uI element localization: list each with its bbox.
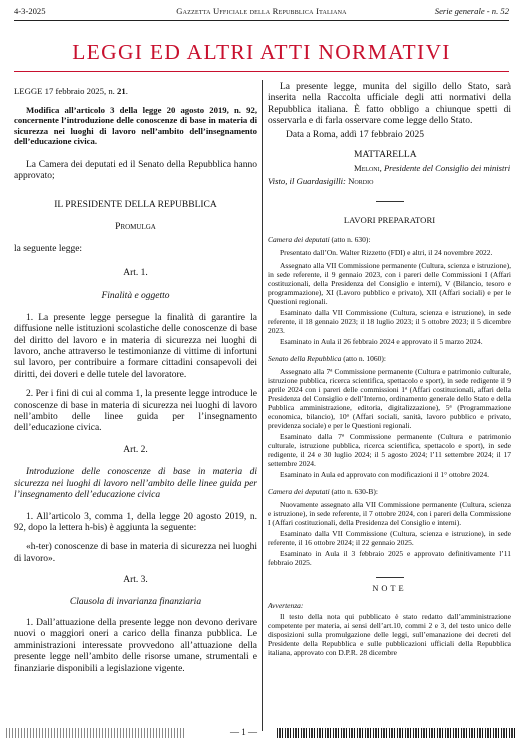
promulga: Promulga bbox=[115, 222, 156, 233]
art1-heading: Art. 1. bbox=[123, 268, 148, 278]
art3-paragraph-1: 1. Dall’attuazione della presente legge non devono derivare nuovi o maggiori oneri a carico della finanza pubblica. Le amministrazioni interessate provvedono all’attuazione della presente legge nell’ambito delle risorse umane, strumentali e finanziarie disponibili a legislazione vigente. bbox=[14, 617, 257, 674]
minister-signature: Meloni, Presidente del Consiglio dei ministri bbox=[354, 163, 511, 174]
date-line: Data a Roma, addì 17 febbraio 2025 bbox=[286, 129, 424, 140]
camera1-label: Camera dei deputati (atto n. 630): bbox=[268, 235, 371, 245]
art2-heading: Art. 2. bbox=[123, 444, 148, 455]
camera2-p1: Nuovamente assegnato alla VII Commissione permanente (Cultura, scienza e istruzione), in sede referente, il 7 ottobre 2024, con i pareri della Commissione I (Affari costituzionali, della Presidenza del Consiglio e interni). bbox=[268, 500, 511, 528]
art1-paragraph-1: 1. La presente legge persegue la finalità di garantire la diffusione nelle istituzioni scolastiche delle conoscenze di base del diritto del lavoro e in materia di sicurezza nei luoghi di lavoro, anche attraverso le testimonianze di vittime di infortuni sul lavoro, per contribuire a formare cittadini consapevoli dei diritti, dei doveri e delle tutele del lavoratore. bbox=[14, 312, 257, 380]
separator bbox=[376, 201, 404, 202]
visto-line: Visto, il Guardasigilli: Nordio bbox=[268, 176, 374, 187]
law-identifier: LEGGE 17 febbraio 2025, n. 21. bbox=[14, 86, 128, 96]
publication-name: Gazzetta Ufficiale della Repubblica Italiana bbox=[176, 6, 347, 16]
approval-text: La Camera dei deputati ed il Senato della Repubblica hanno approvato; bbox=[14, 159, 257, 182]
art1-paragraph-2: 2. Per i fini di cui al comma 1, la presente legge introduce le conoscenze di base in materia di sicurezza nei luoghi di lavoro nell’ambito delle linee guida per l’insegnamento dell’educazione civica. bbox=[14, 389, 257, 434]
lavori-title: LAVORI PREPARATORI bbox=[343, 214, 436, 225]
separator-2 bbox=[376, 577, 404, 578]
issue-date: 4-3-2025 bbox=[14, 6, 46, 16]
senato-label: Senato della Repubblica (atto n. 1060): bbox=[268, 354, 386, 364]
security-microprint bbox=[6, 728, 186, 738]
camera2-p2: Esaminato dalla VII Commissione (Cultura, scienza e istruzione), in sede referente, il 16 ottobre 2024; il 22 gennaio 2025. bbox=[268, 529, 511, 548]
avvertenza-text: Il testo della nota qui pubblicato è stato redatto dall’amministrazione competente per materia, ai sensi dell’art.10, commi 2 e 3, del testo unico delle disposizioni sulla promulgazione delle leggi, sull’emanazione dei decreti del Presidente della Repubblica e sulle pubblicazioni ufficiali della Repubblica italiana, approvato con D.P.R. 28 dicembre bbox=[268, 611, 511, 657]
camera2-p3: Esaminato in Aula il 3 febbraio 2025 e approvato definitivamente l’11 febbraio 2025. bbox=[268, 549, 511, 568]
president-heading: IL PRESIDENTE DELLA REPUBBLICA bbox=[54, 199, 217, 210]
page-number: — 1 — bbox=[230, 727, 257, 737]
signer: MATTARELLA bbox=[354, 150, 417, 161]
art2-paragraph-1: 1. All’articolo 3, comma 1, della legge 20 agosto 2019, n. 92, dopo la lettera h-bis) è aggiunta la seguente: bbox=[14, 511, 257, 533]
art2-quote: «h-ter) conoscenze di base in materia di sicurezza nei luoghi di lavoro». bbox=[14, 542, 257, 564]
camera1-p3: Esaminato dalla VII Commissione (Cultura, scienza e istruzione), in sede referente, il 18 gennaio 2023; il 18 luglio 2023; il 5 ottobre 2023; il 5 dicembre 2023. bbox=[268, 308, 511, 336]
senato-p1: Assegnato alla 7ª Commissione permanente (Cultura e patrimonio culturale, istruzione pubblica, ricerca scientifica, spettacolo e sport), in sede redigente il 9 aprile 2024 con i pareri delle commissioni 1ª (Affari costituzionali, affari della Presidenza del Consiglio e dell’Interno, ordinamento generale dello Stato e della Pubblica amministrazione, editoria, digitalizzazione), 5ª (Programmazione economica, bilancio), 10ª (Affari sociali, sanità, lavoro pubblico e privato, previdenza sociale) e per le Questioni regionali. bbox=[268, 367, 511, 431]
avvertenza-label: Avvertenza: bbox=[268, 600, 304, 610]
art2-title: Introduzione delle conoscenze di base in materia di sicurezza nei luoghi di lavoro nell’ambito delle linee guida per l’insegnamento dell’educazione civica bbox=[14, 467, 257, 501]
running-header bbox=[14, 6, 509, 21]
section-title: LEGGI ED ALTRI ATTI NORMATIVI bbox=[72, 40, 451, 64]
camera2-label: Camera dei deputati (atto n. 630-B): bbox=[268, 487, 378, 497]
note-title: NOTE bbox=[372, 584, 407, 594]
camera1-p2: Assegnato alla VII Commissione permanente (Cultura, scienza e istruzione), in sede referente, il 9 gennaio 2023, con i pareri delle Commissioni I (Affari costituzionali, della Presidenza del Consiglio e interni), V (Bilancio, tesoro e programmazione), XI (Lavoro pubblico e privato), XII (Affari sociali) e per le Questioni regionali. bbox=[268, 261, 511, 307]
law-title: Modifica all’articolo 3 della legge 20 agosto 2019, n. 92, concernente l’introduzione delle conoscenze di base in materia di sicurezza nei luoghi di lavoro nell’ambito dell’insegnamento dell’educazione civica. bbox=[14, 104, 257, 147]
camera1-p4: Esaminato in Aula il 26 febbraio 2024 e approvato il 5 marzo 2024. bbox=[280, 337, 483, 347]
camera1-p1: Presentato dall’On. Walter Rizzetto (FDI) e altri, il 24 novembre 2022. bbox=[280, 248, 493, 258]
column-divider bbox=[262, 80, 263, 731]
art3-title: Clausola di invarianza finanziaria bbox=[69, 596, 202, 607]
senato-p3: Esaminato in Aula ed approvato con modificazioni il 1° ottobre 2024. bbox=[280, 470, 489, 480]
senato-p2: Esaminato dalla 7ª Commissione permanente (Cultura e patrimonio culturale, istruzione pubblica, ricerca scientifica, spettacolo e sport), in sede redigente, il 24 e 30 luglio 2024; il 5 agosto 2024; l’11 settembre 2024; il 17 settembre 2024. bbox=[268, 432, 511, 469]
right-column bbox=[268, 82, 511, 657]
seal-paragraph: La presente legge, munita del sigillo dello Stato, sarà inserita nella Raccolta ufficiale degli atti normativi della Repubblica italiana. È fatto obbligo a chiunque spetti di osservarla e di farla osservare come legge dello Stato. bbox=[268, 82, 511, 127]
title-rule bbox=[14, 71, 509, 72]
lavori-body bbox=[268, 235, 511, 567]
art1-title: Finalità e oggetto bbox=[101, 291, 170, 302]
art3-heading: Art. 3. bbox=[123, 575, 148, 586]
left-column bbox=[14, 82, 257, 675]
barcode-strip bbox=[277, 728, 517, 738]
page-footer bbox=[0, 727, 523, 741]
series-number: Serie generale - n. 52 bbox=[434, 6, 509, 16]
following-law: la seguente legge: bbox=[14, 243, 83, 254]
